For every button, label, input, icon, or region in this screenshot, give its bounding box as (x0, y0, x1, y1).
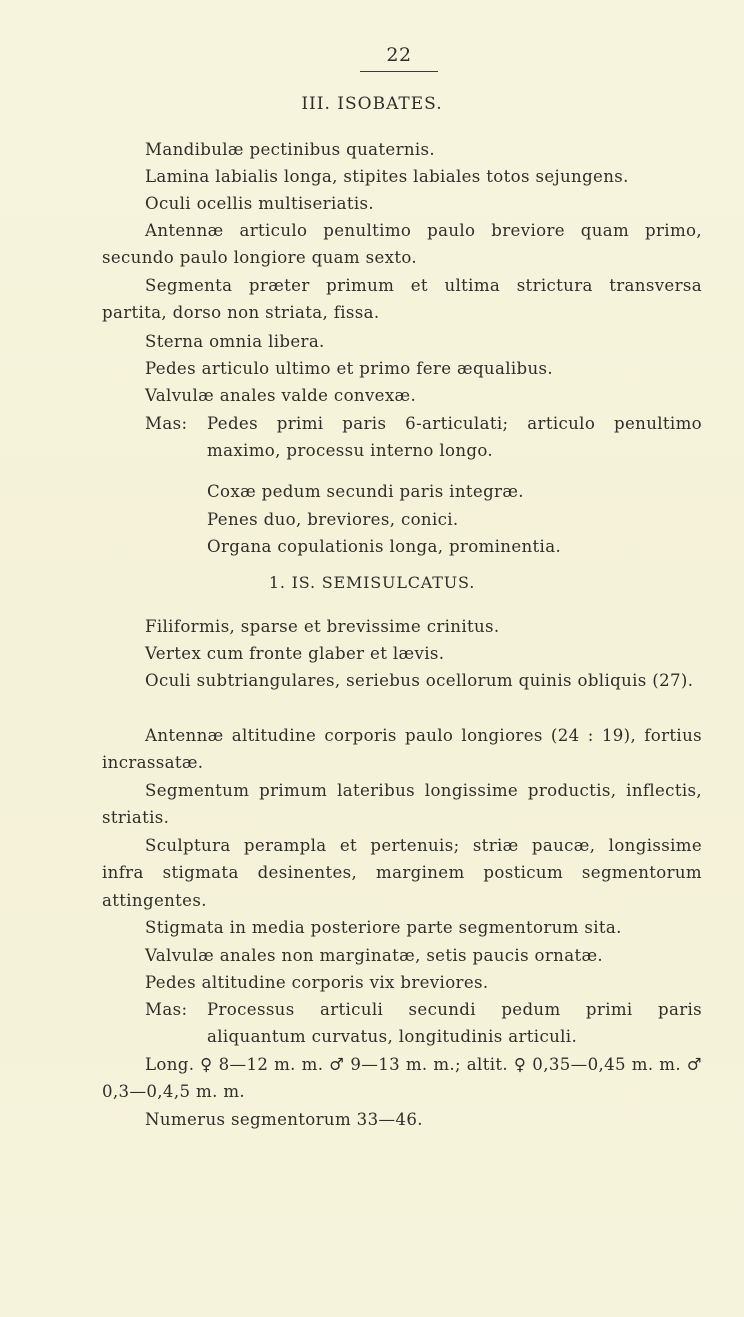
genus-mas-item-3: Organa copulationis longa, prominentia. (207, 537, 562, 556)
genus-line-3: Oculi ocellis multiseriatis. (145, 194, 375, 213)
species-line-7: Stigmata in media posteriore parte segmentorum sita. (145, 918, 622, 937)
species-mas-label: Mas: (145, 1000, 188, 1019)
genus-line-2: Lamina labialis longa, stipites labiales totos sejungens. (145, 167, 629, 186)
genus-line-4: Antennæ articulo penultimo paulo breviore quam primo, secundo paulo longiore quam sexto. (102, 221, 702, 268)
species-mas-block (145, 996, 702, 1051)
species-title: 1. IS. SEMISULCATUS. (268, 573, 476, 592)
genus-mas-item-2: Penes duo, breviores, conici. (207, 510, 459, 529)
genus-mas-block (145, 410, 702, 465)
species-line-4: Antennæ altitudine corporis paulo longiores (24 : 19), fortius incrassatæ. (102, 726, 702, 773)
species-long: Long. ♀ 8—12 m. m. ♂ 9—13 m. m.; altit. ♀ 0,35—0,45 m. m. ♂ 0,3—0,4,5 m. m. (102, 1055, 702, 1102)
genus-mas-item-1: Coxæ pedum secundi paris integræ. (207, 482, 524, 501)
species-line-1: Filiformis, sparse et brevissime crinitus. (145, 617, 500, 636)
species-line-8: Valvulæ anales non marginatæ, setis paucis ornatæ. (145, 946, 604, 965)
species-mas-text: Processus articuli secundi pedum primi paris aliquantum curvatus, longitudinis articuli. (207, 1000, 702, 1047)
species-line-3: Oculi subtriangulares, seriebus ocellorum quinis obliquis (27). (145, 671, 694, 690)
genus-line-7: Pedes articulo ultimo et primo fere æqualibus. (145, 359, 554, 378)
species-numerus: Numerus segmentorum 33—46. (145, 1110, 423, 1129)
genus-line-8: Valvulæ anales valde convexæ. (145, 386, 417, 405)
genus-mas-label: Mas: (145, 414, 188, 433)
page-number: 22 (386, 44, 412, 66)
section-title: III. ISOBATES. (301, 94, 443, 114)
species-line-5: Segmentum primum lateribus longissime productis, inflectis, striatis. (102, 781, 702, 828)
page-number-rule (360, 71, 438, 72)
genus-line-5: Segmenta præter primum et ultima strictura transversa partita, dorso non striata, fissa. (102, 276, 702, 323)
genus-mas-first: Pedes primi paris 6-articulati; articulo penultimo maximo, processu interno longo. (207, 414, 702, 461)
species-line-2: Vertex cum fronte glaber et lævis. (145, 644, 445, 663)
genus-line-6: Sterna omnia libera. (145, 332, 325, 351)
species-line-9: Pedes altitudine corporis vix breviores. (145, 973, 489, 992)
genus-line-1: Mandibulæ pectinibus quaternis. (145, 140, 436, 159)
species-line-6: Sculptura perampla et pertenuis; striæ paucæ, longissime infra stigmata desinentes, marginem posticum segmentorum attingentes. (102, 836, 702, 910)
